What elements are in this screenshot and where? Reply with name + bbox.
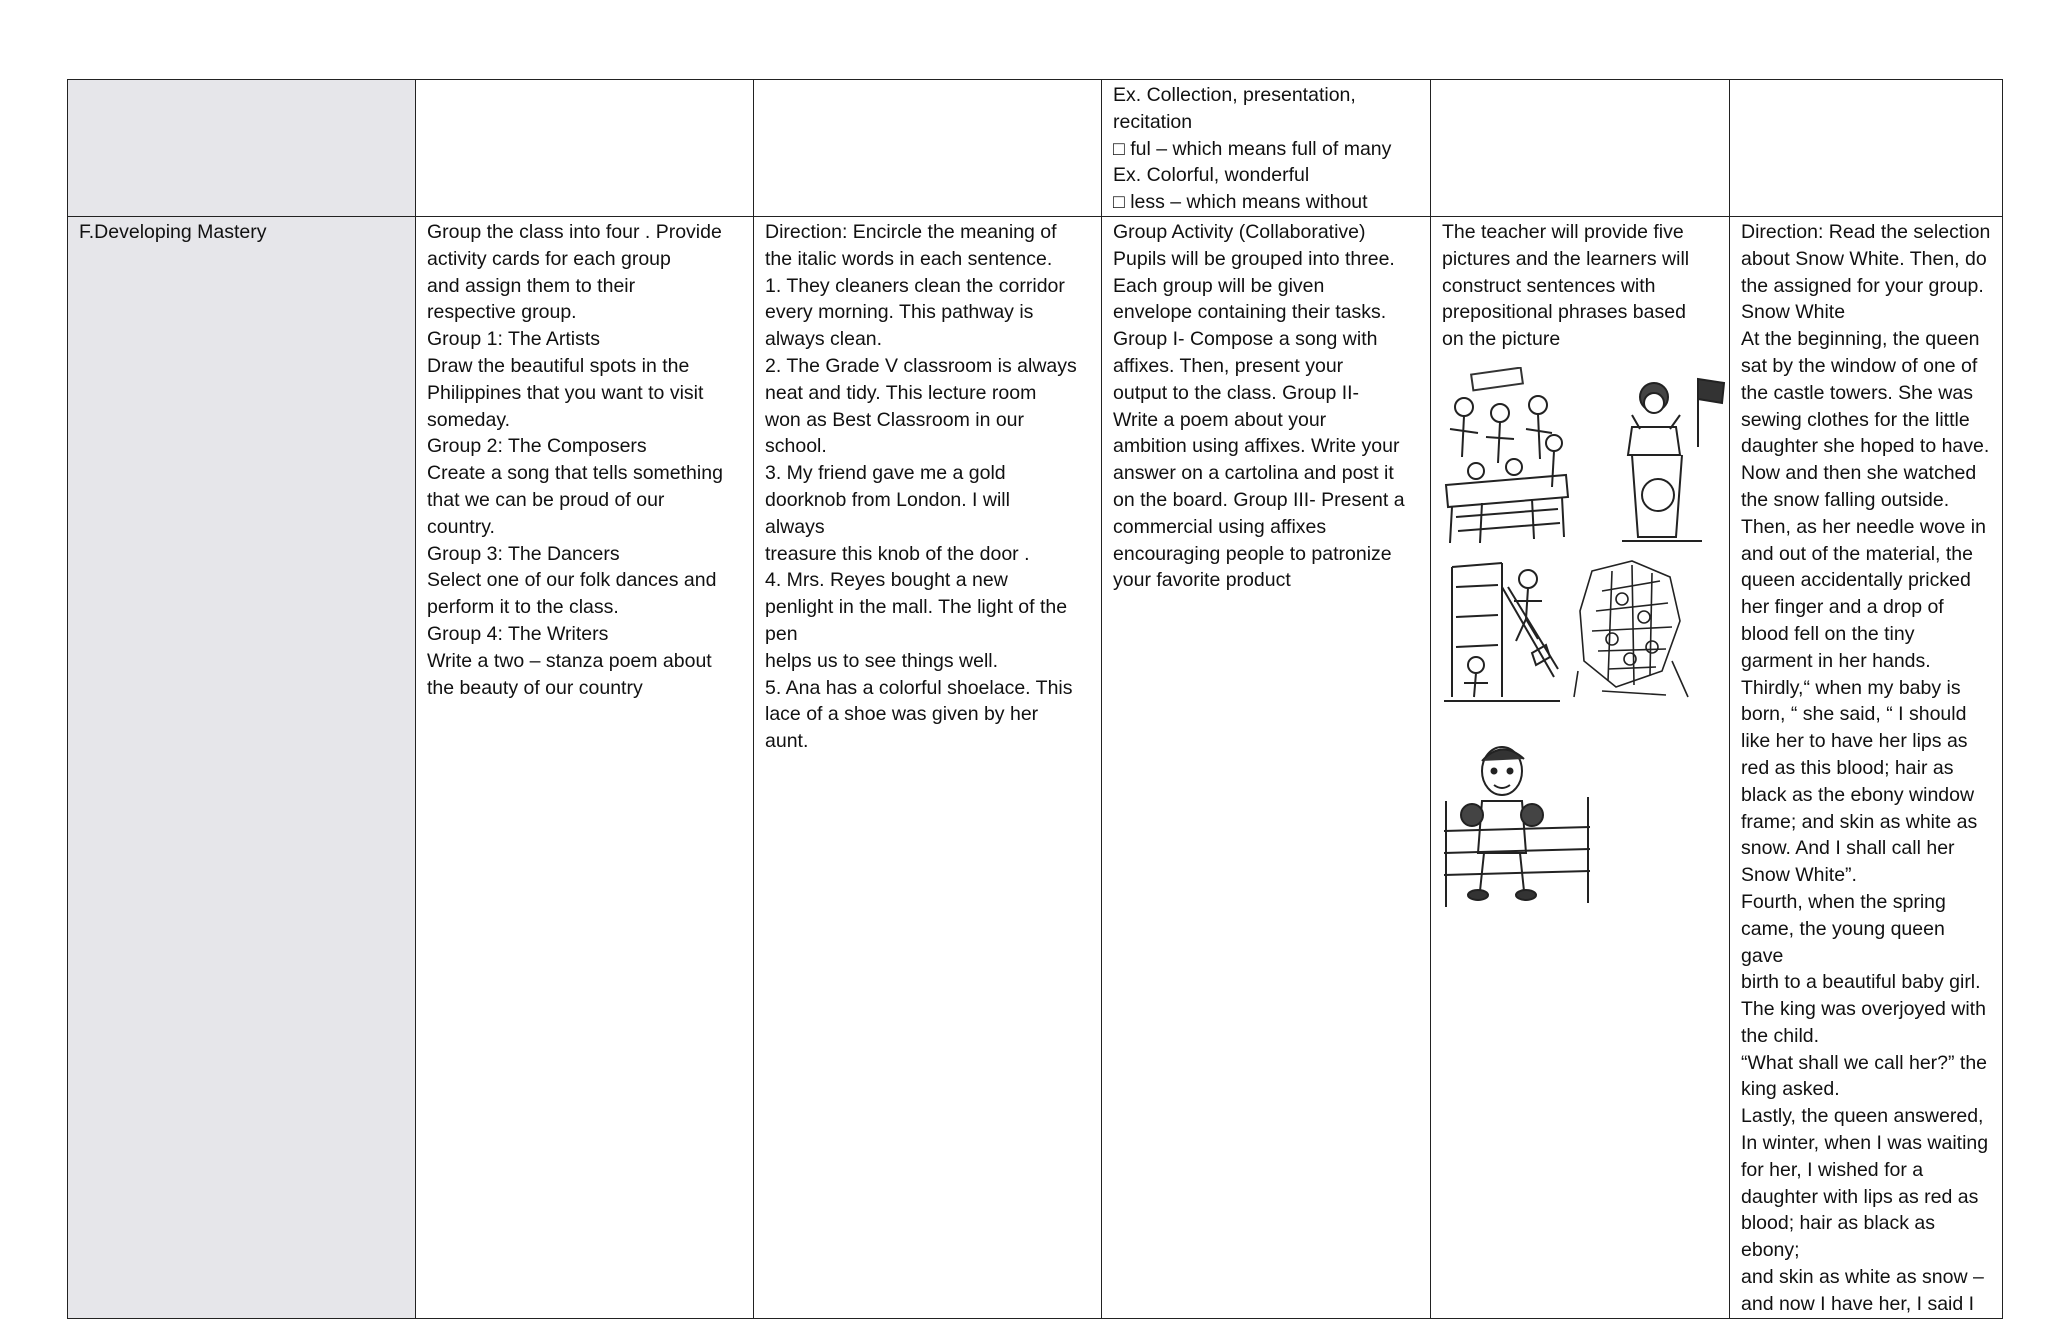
picture-activity-cell xyxy=(1431,216,1730,1318)
row-label-cell xyxy=(68,80,416,217)
table-row xyxy=(68,80,2003,217)
picture-activity-text: The teacher will provide five pictures and the learners will construct sentences with prepositional phrases based on the picture xyxy=(1442,220,1690,351)
boxer-in-ring-sketch-image xyxy=(1442,741,1592,911)
table-cell xyxy=(754,80,1102,217)
snow-white-text: Direction: Read the selection about Snow White. Then, do the assigned for your group. Snow White At the beginning, the queen sat by the window of one of the castle towers. She was sewing clothes for the little daughter she hoped to have. Now and then she watched the snow falling outside. Then, as her needle wove in and out of the material, the queen accidentally pricked her finger and a drop of blood fell on the tiny garment in her hands. Thirdly,“ when my baby is born, “ she said, “ I should like her to have her lips as red as this blood; hair as black as the ebony window frame; and skin as white as snow. And I shall call her Snow White”. Fourth, when the spring came, the young queen gave birth to a beautiful baby girl. The king was overjoyed with the child. “What shall we call her?” the king asked. Lastly, the queen answered, In winter, when I was waiting for her, I wished for a daughter with lips as red as blood; hair as black as ebony; and skin as white as snow – and now I have her, I said I xyxy=(1741,220,1991,1315)
group-activity-cell xyxy=(416,216,754,1318)
picture-set xyxy=(1442,361,1718,901)
classroom-sketch-image xyxy=(1442,367,1572,545)
table-row xyxy=(68,216,2003,1318)
crowd-scene-sketch-image xyxy=(1572,551,1690,701)
collaborative-activity-text: Group Activity (Collaborative) Pupils will be grouped into three. Each group will be given envelope containing their tasks. Group I- Compose a song with affixes. Then, present your output to the class. Group II- Write a poem about your ambition using affixes. Write your answer on a cartolina and post it on the board. Group III- Present a commercial using affixes encouraging people to patronize your favorite product xyxy=(1113,220,1405,592)
snow-white-cell xyxy=(1730,216,2003,1318)
lesson-plan-sheet xyxy=(67,79,2002,1315)
speaker-at-podium-sketch-image xyxy=(1602,367,1730,545)
encircle-exercise-text: Direction: Encircle the meaning of the italic words in each sentence. 1. They cleaners clean the corridor every morning. This pathway is always clean. 2. The Grade V classroom is always neat and tidy. This lecture room won as Best Classroom in our school. 3. My friend gave me a gold doorknob from London. I will always treasure this knob of the door . 4. Mrs. Reyes bought a new penlight in the mall. The light of the pen helps us to see things well. 5. Ana has a colorful shoelace. This lace of a shoe was given by her aunt. xyxy=(765,220,1077,753)
lesson-plan-table xyxy=(67,79,2003,1319)
collaborative-activity-cell xyxy=(1102,216,1431,1318)
group-activity-text: Group the class into four . Provide activity cards for each group and assign them to their respective group. Group 1: The Artists Draw the beautiful spots in the Philippines that you want to visit someday. Group 2: The Composers Create a song that tells something that we can be proud of our country. Group 3: The Dancers Select one of our folk dances and perform it to the class. Group 4: The Writers Write a two – stanza poem about the beauty of our country xyxy=(427,220,723,699)
encircle-exercise-cell xyxy=(754,216,1102,1318)
affix-examples-text: Ex. Collection, presentation, recitation □ ful – which means full of many Ex. Colorful, wonderful □ less – which means without xyxy=(1113,84,1392,214)
row-label-cell xyxy=(68,216,416,1318)
row-label: F.Developing Mastery xyxy=(79,220,267,243)
playground-sketch-image xyxy=(1442,557,1562,707)
table-cell xyxy=(416,80,754,217)
table-cell xyxy=(1730,80,2003,217)
table-cell xyxy=(1431,80,1730,217)
affix-examples-cell xyxy=(1102,80,1431,217)
